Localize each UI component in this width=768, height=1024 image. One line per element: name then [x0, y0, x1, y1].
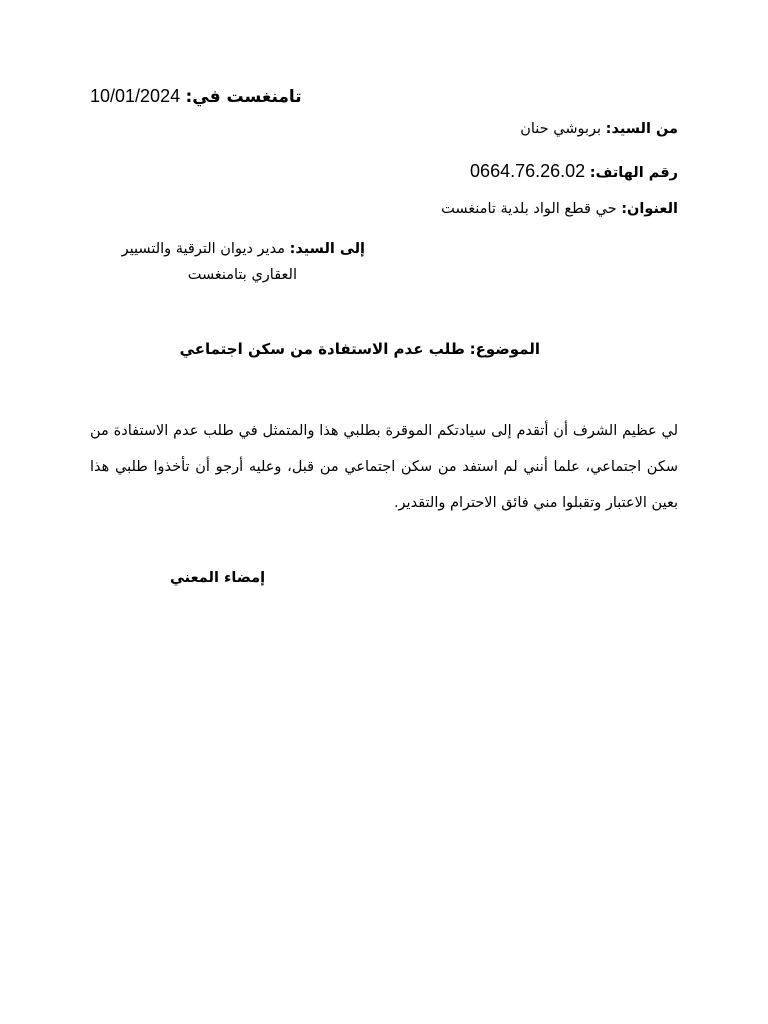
subject-text: طلب عدم الاستفادة من سكن اجتماعي — [179, 340, 465, 358]
signature-label — [170, 570, 265, 586]
sender-name-line — [520, 121, 678, 137]
sender-address-value: حي قطع الواد بلدية تامنغست — [441, 201, 617, 217]
signature-text: إمضاء المعني — [170, 570, 266, 586]
recipient-line1: مدير ديوان الترقية والتسيير — [121, 241, 285, 257]
recipient-line2: العقاري بتامنغست — [187, 267, 297, 283]
sender-phone-value: 0664.76.26.02 — [470, 161, 586, 181]
sender-phone-line — [470, 161, 678, 182]
date-value: 10/01/2024 — [90, 86, 181, 106]
sender-address-label: العنوان: — [621, 201, 678, 217]
sender-name-label: من السيد: — [605, 121, 678, 137]
body-paragraph: لي عظيم الشرف أن أتقدم إلى سيادتكم الموقرة بطلبي هذا والمتمثل في طلب عدم الاستفادة من سكن اجتماعي، علما أنني لم استفد من سكن اجتماعي من قبل، وعليه أرجو أن تأخذوا طلبي هذا بعين الاعتبار وتقبلوا مني فائق الاحترام والتقدير. — [90, 423, 678, 511]
date-label: تامنغست في: — [185, 87, 302, 107]
sender-phone-label: رقم الهاتف: — [589, 165, 678, 181]
subject-line — [179, 340, 540, 358]
date-line — [90, 86, 302, 107]
sender-address-line — [441, 201, 678, 217]
sender-name-value: بربوشي حنان — [520, 121, 602, 137]
subject-label: الموضوع: — [469, 340, 540, 358]
recipient-label: إلى السيد: — [289, 241, 365, 257]
recipient-block — [100, 236, 365, 288]
